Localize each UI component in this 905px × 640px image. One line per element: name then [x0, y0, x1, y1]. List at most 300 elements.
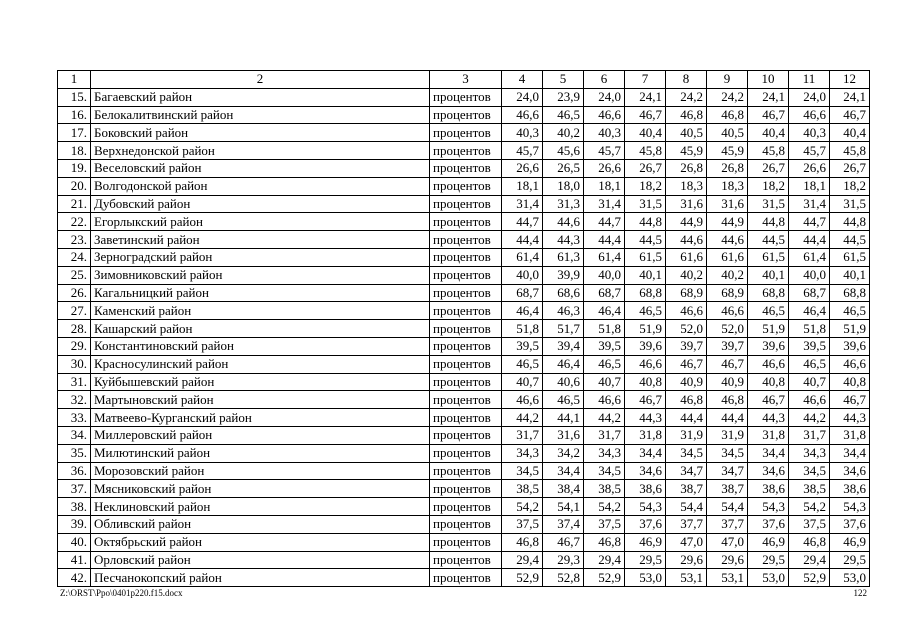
value-cell: 68,6	[543, 284, 584, 302]
row-number: 34.	[58, 426, 91, 444]
value-cell: 29,5	[748, 551, 789, 569]
value-cell: 44,3	[543, 231, 584, 249]
value-cell: 26,5	[543, 159, 584, 177]
value-cell: 24,2	[666, 88, 707, 106]
value-cell: 34,7	[666, 462, 707, 480]
value-cell: 46,7	[543, 533, 584, 551]
district-name: Октябрьский район	[91, 533, 430, 551]
value-cell: 18,1	[789, 177, 830, 195]
value-cell: 46,5	[543, 391, 584, 409]
value-cell: 34,4	[830, 444, 870, 462]
value-cell: 29,6	[707, 551, 748, 569]
value-cell: 39,6	[625, 337, 666, 355]
value-cell: 34,5	[666, 444, 707, 462]
unit-cell: процентов	[430, 480, 502, 498]
unit-cell: процентов	[430, 302, 502, 320]
value-cell: 31,5	[625, 195, 666, 213]
value-cell: 40,0	[584, 266, 625, 284]
district-name: Матвеево-Курганский район	[91, 409, 430, 427]
table-row	[58, 444, 870, 462]
value-cell: 34,2	[543, 444, 584, 462]
value-cell: 18,2	[830, 177, 870, 195]
value-cell: 44,8	[748, 213, 789, 231]
value-cell: 37,5	[789, 515, 830, 533]
value-cell: 40,4	[625, 124, 666, 142]
table-row	[58, 88, 870, 106]
district-name: Волгодонской район	[91, 177, 430, 195]
value-cell: 34,6	[625, 462, 666, 480]
value-cell: 40,9	[666, 373, 707, 391]
value-cell: 53,1	[666, 569, 707, 587]
value-cell: 46,6	[584, 391, 625, 409]
data-table	[57, 70, 870, 587]
value-cell: 54,3	[830, 498, 870, 516]
value-cell: 39,5	[584, 337, 625, 355]
value-cell: 40,5	[707, 124, 748, 142]
unit-cell: процентов	[430, 444, 502, 462]
value-cell: 40,7	[789, 373, 830, 391]
table-row	[58, 320, 870, 338]
value-cell: 68,9	[707, 284, 748, 302]
page-number: 122	[853, 588, 867, 598]
value-cell: 31,4	[502, 195, 543, 213]
value-cell: 44,5	[748, 231, 789, 249]
value-cell: 31,8	[748, 426, 789, 444]
value-cell: 46,6	[625, 355, 666, 373]
value-cell: 68,7	[584, 284, 625, 302]
value-cell: 18,1	[584, 177, 625, 195]
unit-cell: процентов	[430, 373, 502, 391]
value-cell: 53,1	[707, 569, 748, 587]
value-cell: 46,9	[748, 533, 789, 551]
value-cell: 46,5	[502, 355, 543, 373]
district-name: Орловский район	[91, 551, 430, 569]
value-cell: 34,6	[748, 462, 789, 480]
header-cell: 10	[748, 71, 789, 89]
value-cell: 46,5	[625, 302, 666, 320]
unit-cell: процентов	[430, 391, 502, 409]
value-cell: 46,5	[584, 355, 625, 373]
district-name: Дубовский район	[91, 195, 430, 213]
value-cell: 34,3	[789, 444, 830, 462]
value-cell: 44,4	[502, 231, 543, 249]
value-cell: 26,6	[584, 159, 625, 177]
row-number: 20.	[58, 177, 91, 195]
row-number: 39.	[58, 515, 91, 533]
value-cell: 44,6	[543, 213, 584, 231]
value-cell: 34,5	[789, 462, 830, 480]
row-number: 33.	[58, 409, 91, 427]
value-cell: 29,4	[789, 551, 830, 569]
value-cell: 34,5	[502, 462, 543, 480]
value-cell: 52,9	[502, 569, 543, 587]
value-cell: 44,4	[789, 231, 830, 249]
value-cell: 31,8	[625, 426, 666, 444]
value-cell: 46,9	[625, 533, 666, 551]
value-cell: 52,9	[584, 569, 625, 587]
value-cell: 18,3	[666, 177, 707, 195]
value-cell: 52,8	[543, 569, 584, 587]
value-cell: 38,5	[502, 480, 543, 498]
value-cell: 51,9	[830, 320, 870, 338]
footer-file-path: Z:\ORST\Ppo\0401p220.f15.docx	[60, 588, 183, 598]
value-cell: 45,7	[502, 142, 543, 160]
value-cell: 37,6	[625, 515, 666, 533]
value-cell: 61,5	[625, 248, 666, 266]
unit-cell: процентов	[430, 266, 502, 284]
value-cell: 38,6	[748, 480, 789, 498]
value-cell: 44,4	[584, 231, 625, 249]
value-cell: 46,6	[502, 391, 543, 409]
value-cell: 44,9	[666, 213, 707, 231]
header-cell: 7	[625, 71, 666, 89]
value-cell: 40,1	[830, 266, 870, 284]
district-name: Боковский район	[91, 124, 430, 142]
value-cell: 54,2	[789, 498, 830, 516]
value-cell: 46,6	[830, 355, 870, 373]
value-cell: 46,6	[789, 391, 830, 409]
value-cell: 40,9	[707, 373, 748, 391]
value-cell: 44,6	[707, 231, 748, 249]
value-cell: 18,0	[543, 177, 584, 195]
unit-cell: процентов	[430, 533, 502, 551]
value-cell: 51,7	[543, 320, 584, 338]
value-cell: 39,9	[543, 266, 584, 284]
value-cell: 39,5	[502, 337, 543, 355]
value-cell: 44,7	[584, 213, 625, 231]
value-cell: 24,1	[830, 88, 870, 106]
value-cell: 46,7	[707, 355, 748, 373]
unit-cell: процентов	[430, 498, 502, 516]
unit-cell: процентов	[430, 284, 502, 302]
value-cell: 44,2	[789, 409, 830, 427]
value-cell: 24,0	[584, 88, 625, 106]
district-name: Кашарский район	[91, 320, 430, 338]
value-cell: 39,5	[789, 337, 830, 355]
row-number: 31.	[58, 373, 91, 391]
value-cell: 26,6	[789, 159, 830, 177]
unit-cell: процентов	[430, 515, 502, 533]
row-number: 24.	[58, 248, 91, 266]
value-cell: 46,8	[666, 391, 707, 409]
unit-cell: процентов	[430, 355, 502, 373]
value-cell: 44,4	[666, 409, 707, 427]
table-row	[58, 426, 870, 444]
value-cell: 31,5	[748, 195, 789, 213]
value-cell: 31,7	[502, 426, 543, 444]
value-cell: 40,8	[748, 373, 789, 391]
value-cell: 46,8	[707, 391, 748, 409]
value-cell: 46,6	[748, 355, 789, 373]
table-row	[58, 373, 870, 391]
value-cell: 24,1	[625, 88, 666, 106]
value-cell: 26,6	[502, 159, 543, 177]
unit-cell: процентов	[430, 177, 502, 195]
unit-cell: процентов	[430, 426, 502, 444]
header-row	[58, 71, 870, 89]
value-cell: 51,9	[748, 320, 789, 338]
value-cell: 45,9	[666, 142, 707, 160]
unit-cell: процентов	[430, 409, 502, 427]
value-cell: 29,4	[584, 551, 625, 569]
value-cell: 44,8	[830, 213, 870, 231]
row-number: 40.	[58, 533, 91, 551]
district-name: Верхнедонской район	[91, 142, 430, 160]
value-cell: 61,6	[666, 248, 707, 266]
value-cell: 47,0	[666, 533, 707, 551]
value-cell: 40,7	[502, 373, 543, 391]
table-row	[58, 498, 870, 516]
value-cell: 37,6	[748, 515, 789, 533]
value-cell: 54,1	[543, 498, 584, 516]
value-cell: 68,9	[666, 284, 707, 302]
value-cell: 46,4	[543, 355, 584, 373]
value-cell: 40,2	[543, 124, 584, 142]
value-cell: 39,7	[666, 337, 707, 355]
value-cell: 46,3	[543, 302, 584, 320]
row-number: 42.	[58, 569, 91, 587]
value-cell: 37,6	[830, 515, 870, 533]
value-cell: 46,4	[789, 302, 830, 320]
header-cell: 5	[543, 71, 584, 89]
value-cell: 44,3	[830, 409, 870, 427]
district-name: Красносулинский район	[91, 355, 430, 373]
value-cell: 31,6	[543, 426, 584, 444]
value-cell: 46,7	[748, 106, 789, 124]
district-name: Кагальницкий район	[91, 284, 430, 302]
value-cell: 46,6	[789, 106, 830, 124]
table-row	[58, 213, 870, 231]
value-cell: 31,7	[584, 426, 625, 444]
row-number: 16.	[58, 106, 91, 124]
value-cell: 46,6	[707, 302, 748, 320]
row-number: 37.	[58, 480, 91, 498]
value-cell: 46,5	[830, 302, 870, 320]
district-name: Мясниковский район	[91, 480, 430, 498]
value-cell: 34,4	[625, 444, 666, 462]
value-cell: 34,3	[584, 444, 625, 462]
value-cell: 46,8	[584, 533, 625, 551]
value-cell: 18,1	[502, 177, 543, 195]
table-row	[58, 284, 870, 302]
value-cell: 44,6	[666, 231, 707, 249]
header-cell: 9	[707, 71, 748, 89]
district-name: Веселовский район	[91, 159, 430, 177]
value-cell: 46,8	[707, 106, 748, 124]
value-cell: 68,7	[502, 284, 543, 302]
value-cell: 54,3	[748, 498, 789, 516]
value-cell: 45,8	[748, 142, 789, 160]
value-cell: 34,7	[707, 462, 748, 480]
value-cell: 26,7	[830, 159, 870, 177]
value-cell: 31,3	[543, 195, 584, 213]
value-cell: 34,5	[707, 444, 748, 462]
value-cell: 44,2	[584, 409, 625, 427]
value-cell: 34,6	[830, 462, 870, 480]
district-name: Егорлыкский район	[91, 213, 430, 231]
value-cell: 18,2	[625, 177, 666, 195]
value-cell: 23,9	[543, 88, 584, 106]
table-row	[58, 302, 870, 320]
value-cell: 44,5	[830, 231, 870, 249]
header-cell: 6	[584, 71, 625, 89]
value-cell: 34,4	[748, 444, 789, 462]
value-cell: 52,0	[707, 320, 748, 338]
row-number: 28.	[58, 320, 91, 338]
district-name: Зимовниковский район	[91, 266, 430, 284]
value-cell: 61,6	[707, 248, 748, 266]
district-name: Морозовский район	[91, 462, 430, 480]
unit-cell: процентов	[430, 569, 502, 587]
value-cell: 44,9	[707, 213, 748, 231]
value-cell: 31,4	[789, 195, 830, 213]
value-cell: 39,4	[543, 337, 584, 355]
district-name: Зерноградский район	[91, 248, 430, 266]
table-row	[58, 391, 870, 409]
table-row	[58, 355, 870, 373]
unit-cell: процентов	[430, 106, 502, 124]
value-cell: 37,5	[584, 515, 625, 533]
value-cell: 51,8	[584, 320, 625, 338]
unit-cell: процентов	[430, 159, 502, 177]
value-cell: 18,3	[707, 177, 748, 195]
value-cell: 61,4	[502, 248, 543, 266]
row-number: 15.	[58, 88, 91, 106]
table-row	[58, 124, 870, 142]
value-cell: 54,2	[584, 498, 625, 516]
row-number: 17.	[58, 124, 91, 142]
unit-cell: процентов	[430, 195, 502, 213]
value-cell: 46,8	[789, 533, 830, 551]
header-cell: 1	[58, 71, 91, 89]
district-name: Миллеровский район	[91, 426, 430, 444]
unit-cell: процентов	[430, 231, 502, 249]
value-cell: 53,0	[625, 569, 666, 587]
value-cell: 68,8	[625, 284, 666, 302]
value-cell: 52,9	[789, 569, 830, 587]
unit-cell: процентов	[430, 462, 502, 480]
header-cell: 4	[502, 71, 543, 89]
value-cell: 68,8	[748, 284, 789, 302]
district-name: Обливский район	[91, 515, 430, 533]
value-cell: 61,4	[584, 248, 625, 266]
value-cell: 46,7	[666, 355, 707, 373]
value-cell: 46,8	[666, 106, 707, 124]
value-cell: 40,4	[748, 124, 789, 142]
value-cell: 46,9	[830, 533, 870, 551]
value-cell: 51,9	[625, 320, 666, 338]
value-cell: 44,3	[625, 409, 666, 427]
value-cell: 29,5	[625, 551, 666, 569]
value-cell: 45,8	[830, 142, 870, 160]
value-cell: 45,9	[707, 142, 748, 160]
value-cell: 51,8	[789, 320, 830, 338]
value-cell: 44,3	[748, 409, 789, 427]
value-cell: 40,1	[625, 266, 666, 284]
value-cell: 51,8	[502, 320, 543, 338]
value-cell: 46,5	[543, 106, 584, 124]
value-cell: 31,6	[707, 195, 748, 213]
value-cell: 40,2	[666, 266, 707, 284]
value-cell: 24,0	[789, 88, 830, 106]
district-name: Константиновский район	[91, 337, 430, 355]
row-number: 22.	[58, 213, 91, 231]
row-number: 23.	[58, 231, 91, 249]
value-cell: 37,5	[502, 515, 543, 533]
value-cell: 38,4	[543, 480, 584, 498]
row-number: 29.	[58, 337, 91, 355]
table-row	[58, 515, 870, 533]
value-cell: 34,3	[502, 444, 543, 462]
value-cell: 40,5	[666, 124, 707, 142]
value-cell: 31,6	[666, 195, 707, 213]
district-name: Мартыновский район	[91, 391, 430, 409]
value-cell: 68,8	[830, 284, 870, 302]
value-cell: 26,7	[625, 159, 666, 177]
value-cell: 39,6	[830, 337, 870, 355]
value-cell: 54,4	[666, 498, 707, 516]
value-cell: 26,8	[707, 159, 748, 177]
header-cell: 2	[91, 71, 430, 89]
value-cell: 44,1	[543, 409, 584, 427]
row-number: 38.	[58, 498, 91, 516]
value-cell: 38,5	[584, 480, 625, 498]
table-row	[58, 409, 870, 427]
value-cell: 38,7	[666, 480, 707, 498]
value-cell: 39,7	[707, 337, 748, 355]
value-cell: 24,2	[707, 88, 748, 106]
value-cell: 46,6	[502, 106, 543, 124]
row-number: 30.	[58, 355, 91, 373]
table-row	[58, 480, 870, 498]
value-cell: 31,9	[666, 426, 707, 444]
district-name: Багаевский район	[91, 88, 430, 106]
value-cell: 45,6	[543, 142, 584, 160]
value-cell: 61,5	[748, 248, 789, 266]
table-row	[58, 231, 870, 249]
value-cell: 40,3	[789, 124, 830, 142]
district-name: Песчанокопский район	[91, 569, 430, 587]
value-cell: 46,5	[789, 355, 830, 373]
district-name: Милютинский район	[91, 444, 430, 462]
value-cell: 54,4	[707, 498, 748, 516]
value-cell: 37,4	[543, 515, 584, 533]
header-cell: 3	[430, 71, 502, 89]
value-cell: 47,0	[707, 533, 748, 551]
value-cell: 40,3	[502, 124, 543, 142]
header-cell: 11	[789, 71, 830, 89]
value-cell: 46,7	[625, 106, 666, 124]
table-row	[58, 337, 870, 355]
table-row	[58, 551, 870, 569]
value-cell: 38,6	[830, 480, 870, 498]
value-cell: 52,0	[666, 320, 707, 338]
header-cell: 8	[666, 71, 707, 89]
value-cell: 24,0	[502, 88, 543, 106]
row-number: 25.	[58, 266, 91, 284]
district-name: Белокалитвинский район	[91, 106, 430, 124]
district-name: Заветинский район	[91, 231, 430, 249]
row-number: 27.	[58, 302, 91, 320]
value-cell: 44,7	[789, 213, 830, 231]
table-row	[58, 195, 870, 213]
unit-cell: процентов	[430, 88, 502, 106]
value-cell: 18,2	[748, 177, 789, 195]
value-cell: 40,4	[830, 124, 870, 142]
value-cell: 44,7	[502, 213, 543, 231]
value-cell: 44,2	[502, 409, 543, 427]
table-row	[58, 159, 870, 177]
